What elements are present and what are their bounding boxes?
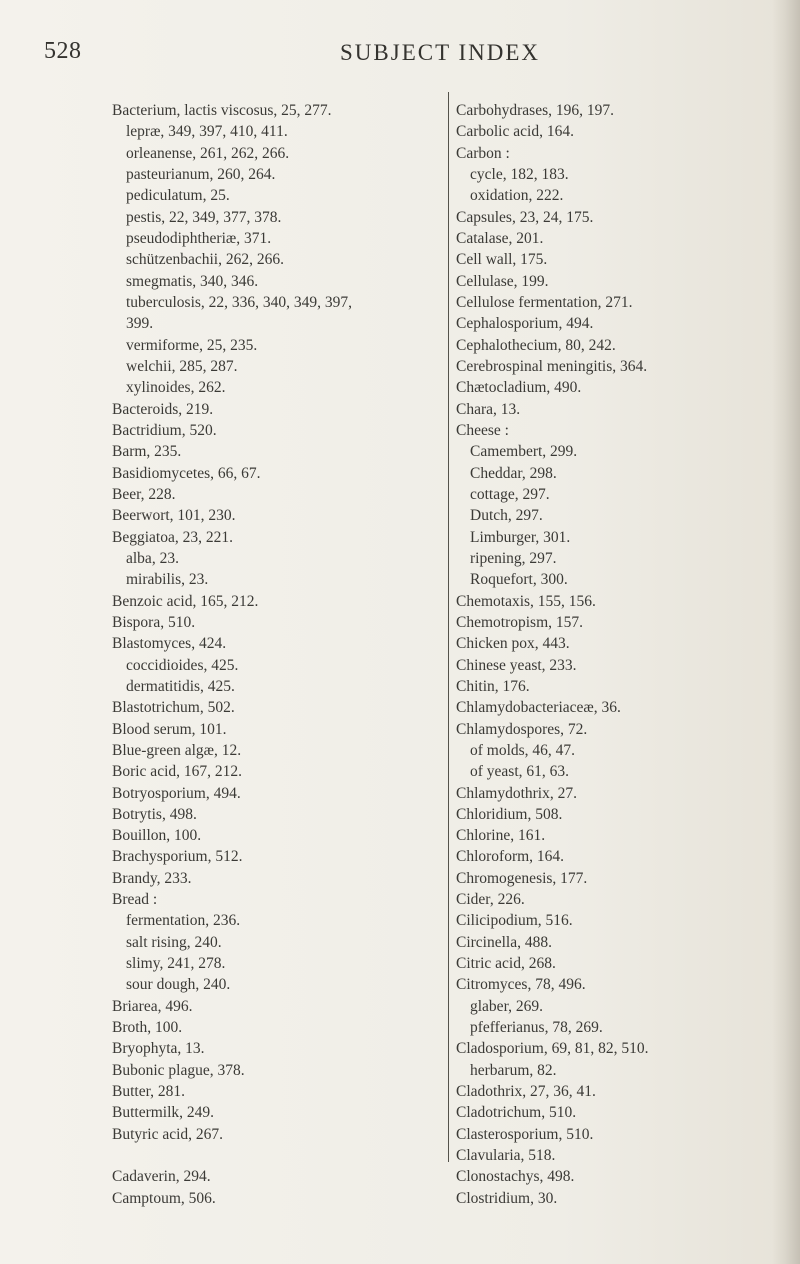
index-entry: Cider, 226. <box>456 891 525 909</box>
index-entry: Botrytis, 498. <box>112 805 197 823</box>
index-entry: Clasterosporium, 510. <box>456 1125 594 1143</box>
index-entry: Beer, 228. <box>112 485 176 503</box>
index-subentry: of molds, 46, 47. <box>470 741 576 759</box>
index-entry: Butyric acid, 267. <box>112 1125 224 1143</box>
index-entry: Chemotropism, 157. <box>456 613 584 631</box>
index-subentry: coccidioides, 425. <box>126 656 239 674</box>
index-subentry: pestis, 22, 349, 377, 378. <box>126 208 282 226</box>
index-entry: Buttermilk, 249. <box>112 1104 215 1122</box>
index-column-right <box>456 100 776 1209</box>
index-subentry: ripening, 297. <box>470 549 557 567</box>
index-entry: Carbolic acid, 164. <box>456 123 574 141</box>
page-number: 528 <box>44 38 82 64</box>
index-entry: Cellulase, 199. <box>456 272 549 290</box>
page-header <box>0 38 800 74</box>
index-subentry: vermiforme, 25, 235. <box>126 336 258 354</box>
index-entry: Cadaverin, 294. <box>112 1168 211 1186</box>
index-entry: Clavularia, 518. <box>456 1147 556 1165</box>
index-entry: Chara, 13. <box>456 400 521 418</box>
index-entry: Blastomyces, 424. <box>112 635 227 653</box>
index-entry: Basidiomycetes, 66, 67. <box>112 464 261 482</box>
index-entry: Cladosporium, 69, 81, 82, 510. <box>456 1040 649 1058</box>
index-entry: Benzoic acid, 165, 212. <box>112 592 259 610</box>
index-entry: Chætocladium, 490. <box>456 379 582 397</box>
index-subentry: pasteurianum, 260, 264. <box>126 165 276 183</box>
index-subentry: oxidation, 222. <box>470 187 564 205</box>
index-subentry: pseudodiphtheriæ, 371. <box>126 229 272 247</box>
index-entry: Bouillon, 100. <box>112 827 202 845</box>
index-subentry: smegmatis, 340, 346. <box>126 272 259 290</box>
index-subentry: xylinoides, 262. <box>126 379 226 397</box>
index-entry: Chlorine, 161. <box>456 827 546 845</box>
index-entry: Citric acid, 268. <box>456 955 556 973</box>
index-subentry: salt rising, 240. <box>126 933 222 951</box>
index-entry: Cephalothecium, 80, 242. <box>456 336 616 354</box>
index-entry: Beggiatoa, 23, 221. <box>112 528 233 546</box>
index-subentry: glaber, 269. <box>470 997 543 1015</box>
index-subentry: Dutch, 297. <box>470 507 543 525</box>
index-subentry: Cheddar, 298. <box>470 464 557 482</box>
index-entry: Bryophyta, 13. <box>112 1040 205 1058</box>
page-edge-shadow <box>772 0 800 1264</box>
index-entry: Bispora, 510. <box>112 613 196 631</box>
running-head: SUBJECT INDEX <box>340 40 541 65</box>
index-entry: Botryosporium, 494. <box>112 784 241 802</box>
index-entry: Catalase, 201. <box>456 229 544 247</box>
index-subentry: orleanense, 261, 262, 266. <box>126 144 290 162</box>
index-entry: Bactridium, 520. <box>112 421 217 439</box>
index-entry: Chinese yeast, 233. <box>456 656 577 674</box>
index-subentry: herbarum, 82. <box>470 1061 557 1079</box>
index-column-left <box>112 100 428 1209</box>
index-entry: Carbohydrases, 196, 197. <box>456 102 614 119</box>
index-subentry: welchii, 285, 287. <box>126 357 238 375</box>
index-entry: Chemotaxis, 155, 156. <box>456 592 596 610</box>
index-entry: Chicken pox, 443. <box>456 635 570 653</box>
index-subentry: pfefferianus, 78, 269. <box>470 1019 603 1037</box>
index-subentry: lepræ, 349, 397, 410, 411. <box>126 123 288 141</box>
index-entry: Cheese : <box>456 421 509 439</box>
index-subentry: pediculatum, 25. <box>126 187 230 205</box>
index-entry: Chlamydothrix, 27. <box>456 784 577 802</box>
index-entry: Brachysporium, 512. <box>112 848 243 866</box>
index-entry: Butter, 281. <box>112 1083 185 1101</box>
index-entry: Chitin, 176. <box>456 677 530 695</box>
index-subentry: schützenbachii, 262, 266. <box>126 251 284 269</box>
index-entry: Cephalosporium, 494. <box>456 315 594 333</box>
index-entry: Cerebrospinal meningitis, 364. <box>456 357 648 375</box>
index-entry: Cilicipodium, 516. <box>456 912 573 930</box>
index-entry: Blue-green algæ, 12. <box>112 741 242 759</box>
index-entry: Chloridium, 508. <box>456 805 563 823</box>
index-entry: Bacteroids, 219. <box>112 400 214 418</box>
index-entry: Bread : <box>112 891 158 909</box>
index-subentry: Camembert, 299. <box>470 443 578 461</box>
index-entry: Camptoum, 506. <box>112 1189 216 1207</box>
index-entry: Blood serum, 101. <box>112 720 227 738</box>
index-entry: Beerwort, 101, 230. <box>112 507 236 525</box>
column-divider <box>448 92 449 1162</box>
index-subentry: alba, 23. <box>126 549 179 567</box>
index-entry: Chloroform, 164. <box>456 848 565 866</box>
index-subentry: tuberculosis, 22, 336, 340, 349, 397, <box>126 293 353 311</box>
index-subentry: cycle, 182, 183. <box>470 165 569 183</box>
index-subentry: dermatitidis, 425. <box>126 677 235 695</box>
index-subentry: Limburger, 301. <box>470 528 571 546</box>
index-entry: Carbon : <box>456 144 510 162</box>
index-entry: Cladothrix, 27, 36, 41. <box>456 1083 596 1101</box>
index-entry: Barm, 235. <box>112 443 182 461</box>
index-entry: Boric acid, 167, 212. <box>112 763 243 781</box>
index-entry: Cellulose fermentation, 271. <box>456 293 633 311</box>
index-entry: Capsules, 23, 24, 175. <box>456 208 594 226</box>
index-subentry: mirabilis, 23. <box>126 571 209 589</box>
index-entry: Cladotrichum, 510. <box>456 1104 577 1122</box>
index-subentry: fermentation, 236. <box>126 912 241 930</box>
index-spacer <box>112 1145 428 1166</box>
index-subentry: Roquefort, 300. <box>470 571 568 589</box>
index-entry: Bubonic plague, 378. <box>112 1061 245 1079</box>
index-entry: Chromogenesis, 177. <box>456 869 588 887</box>
index-subentry: sour dough, 240. <box>126 976 231 994</box>
index-entry: Clostridium, 30. <box>456 1189 558 1207</box>
index-subentry: cottage, 297. <box>470 485 550 503</box>
index-subentry: of yeast, 61, 63. <box>470 763 570 781</box>
index-subentry: slimy, 241, 278. <box>126 955 226 973</box>
index-entry: Chlamydospores, 72. <box>456 720 588 738</box>
index-subentry: 399. <box>126 315 154 333</box>
index-entry: Cell wall, 175. <box>456 251 548 269</box>
index-entry: Citromyces, 78, 496. <box>456 976 586 994</box>
index-entry: Circinella, 488. <box>456 933 552 951</box>
index-entry: Briarea, 496. <box>112 997 193 1015</box>
index-entry: Brandy, 233. <box>112 869 192 887</box>
index-entry: Blastotrichum, 502. <box>112 699 235 717</box>
index-entry: Chlamydobacteriaceæ, 36. <box>456 699 621 717</box>
index-entry: Bacterium, lactis viscosus, 25, 277. <box>112 102 332 119</box>
index-entry: Clonostachys, 498. <box>456 1168 575 1186</box>
index-entry: Broth, 100. <box>112 1019 183 1037</box>
